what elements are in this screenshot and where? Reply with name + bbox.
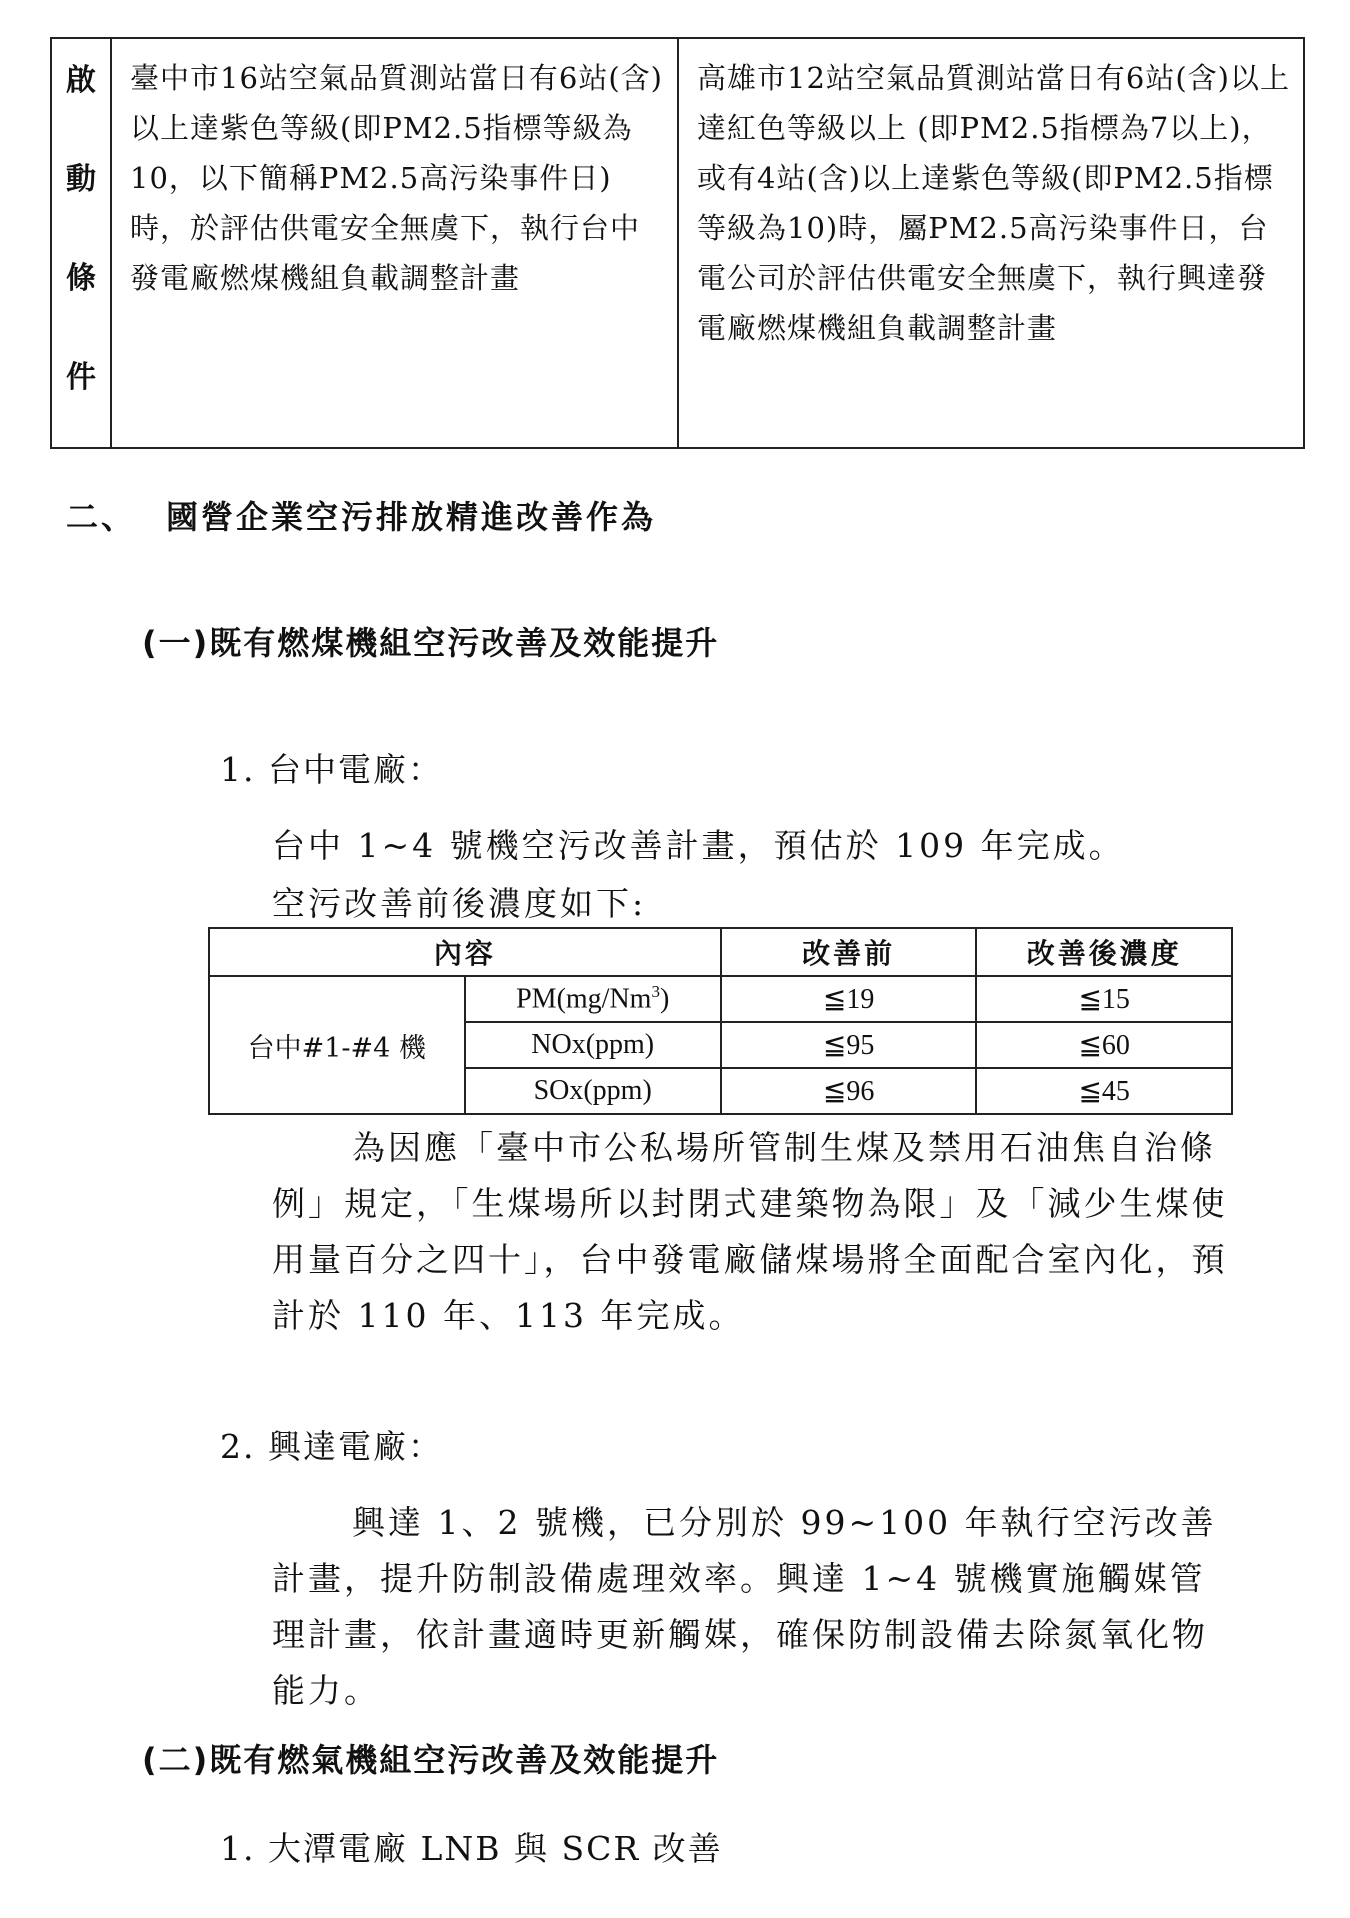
activation-condition-table bbox=[50, 37, 1305, 449]
pollutant-cell bbox=[465, 976, 721, 1022]
header-char: 件 bbox=[66, 360, 96, 395]
subsection-heading-gas: (二)既有燃氣機組空污改善及效能提升 bbox=[142, 1741, 720, 1779]
before-value: ≦19 bbox=[721, 976, 977, 1022]
concentration-intro: 空污改善前後濃度如下: bbox=[272, 884, 647, 923]
section-number: 二、 bbox=[66, 498, 137, 536]
after-value: ≦45 bbox=[976, 1068, 1232, 1114]
taichung-plan-paragraph: 台中 1~4 號機空污改善計畫，預估於 109 年完成。 bbox=[272, 826, 1125, 865]
pollutant-label-tail: ) bbox=[659, 983, 670, 1015]
header-before: 改善前 bbox=[721, 928, 977, 976]
activation-condition-header bbox=[51, 38, 111, 448]
header-after: 改善後濃度 bbox=[976, 928, 1232, 976]
coal-yard-paragraph: 為因應「臺中市公私場所管制生煤及禁用石油焦自治條例」規定，「生煤場所以封閉式建築物為限」及「減少生煤使用量百分之四十」，台中發電廠儲煤場將全面配合室內化，預計於 110 年、113 年完成。 bbox=[272, 1128, 1228, 1335]
before-value: ≦96 bbox=[721, 1068, 977, 1114]
section-heading bbox=[66, 492, 656, 538]
after-value: ≦60 bbox=[976, 1022, 1232, 1068]
taichung-condition-text: 臺中市16站空氣品質測站當日有6站(含)以上達紫色等級(即PM2.5指標等級為10，以下簡稱PM2.5高污染事件日)時，於評估供電安全無虞下，執行台中發電廠燃煤機組負載調整計畫 bbox=[130, 61, 663, 295]
item-heading-taichung: 1. 台中電廠： bbox=[220, 750, 443, 789]
header-char: 啟 bbox=[66, 63, 96, 98]
hsinta-plan-paragraph: 興達 1、2 號機，已分別於 99~100 年執行空污改善計畫，提升防制設備處理效率。興達 1~4 號機實施觸媒管理計畫，依計畫適時更新觸媒，確保防制設備去除氮氧化物能力。 bbox=[272, 1503, 1217, 1710]
item-heading-hsinta: 2. 興達電廠： bbox=[220, 1427, 443, 1466]
pollution-concentration-table bbox=[208, 927, 1233, 1115]
pollutant-cell: NOx(ppm) bbox=[465, 1022, 721, 1068]
table-row bbox=[209, 976, 1232, 1022]
taichung-condition-cell bbox=[111, 38, 678, 448]
table-header-row bbox=[209, 928, 1232, 976]
kaohsiung-condition-text: 高雄市12站空氣品質測站當日有6站(含)以上達紅色等級以上 (即PM2.5指標為7以上)，或有4站(含)以上達紫色等級(即PM2.5指標等級為10)時，屬PM2.5高污染事件日，台電公司於評估供電安全無虞下，執行興達發電廠燃煤機組負載調整計畫 bbox=[697, 61, 1290, 345]
header-char: 條 bbox=[66, 261, 96, 296]
header-char: 動 bbox=[66, 162, 96, 197]
section-title: 國營企業空污排放精進改善作為 bbox=[166, 498, 657, 536]
pollutant-label: PM(mg/Nm bbox=[516, 983, 652, 1015]
header-content: 內容 bbox=[209, 928, 721, 976]
kaohsiung-condition-cell bbox=[678, 38, 1304, 448]
after-value: ≦15 bbox=[976, 976, 1232, 1022]
subsection-heading-coal: (一)既有燃煤機組空污改善及效能提升 bbox=[142, 624, 720, 662]
before-value: ≦95 bbox=[721, 1022, 977, 1068]
pollutant-cell: SOx(ppm) bbox=[465, 1068, 721, 1114]
unit-name-cell: 台中#1-#4 機 bbox=[209, 976, 465, 1114]
pollutant-superscript: 3 bbox=[651, 982, 660, 1002]
item-heading-datan: 1. 大潭電廠 LNB 與 SCR 改善 bbox=[220, 1829, 723, 1868]
